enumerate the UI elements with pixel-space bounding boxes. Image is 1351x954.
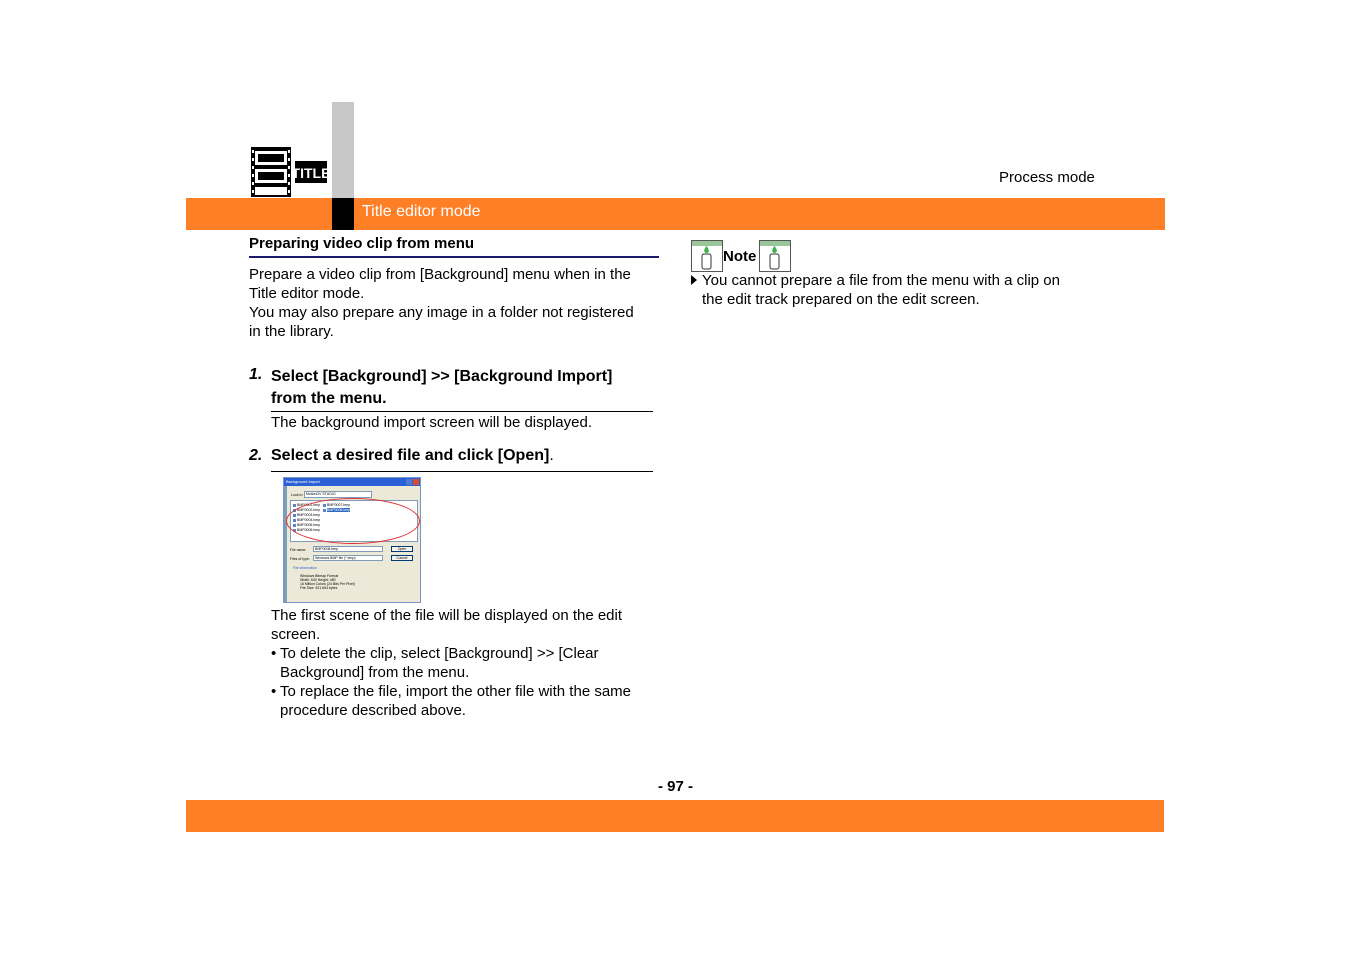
step-1-text xyxy=(271,366,661,410)
background-import-dialog-screenshot xyxy=(283,477,421,603)
footer-band xyxy=(186,800,1164,832)
result-line: screen. xyxy=(271,626,321,643)
dialog-places-strip xyxy=(284,486,287,602)
intro-paragraph xyxy=(249,265,669,341)
note-candle-icon-right xyxy=(760,241,791,272)
dialog-close-icon xyxy=(413,479,419,485)
topic-heading-rule xyxy=(249,256,659,258)
intro-line: Prepare a video clip from [Background] menu when in the xyxy=(249,266,631,283)
bullet-line: To delete the clip, select [Background] >> [Clear xyxy=(280,645,599,662)
file-name-label: File name: xyxy=(290,548,307,552)
file-item: BMP0002.bmp xyxy=(293,508,320,512)
header-black-tab xyxy=(332,198,354,230)
step-2-period: . xyxy=(549,447,554,464)
file-item: BMP0003.bmp xyxy=(293,513,320,517)
file-info-line: Width: 640 Height: 480 xyxy=(300,578,336,582)
topic-heading: Preparing video clip from menu xyxy=(249,235,475,252)
intro-line: in the library. xyxy=(249,323,334,340)
file-type-select: Windows BMP file (*.bmp) xyxy=(313,555,383,561)
result-line: The first scene of the file will be displayed on the edit xyxy=(271,607,623,624)
file-item-selected: BMP0008.bmp xyxy=(323,508,350,512)
section-title: Title editor mode xyxy=(362,203,481,220)
note-line: the edit track prepared on the edit screen. xyxy=(702,291,980,308)
result-description xyxy=(271,606,671,720)
intro-line: You may also prepare any image in a folder not registered xyxy=(249,304,634,321)
dialog-title: Background Import xyxy=(284,478,420,486)
note-line: You cannot prepare a file from the menu with a clip on xyxy=(702,272,1060,289)
note-arrow-icon xyxy=(691,275,697,285)
intro-line: Title editor mode. xyxy=(249,285,365,302)
look-in-label: Look in: xyxy=(291,493,304,497)
open-button: Open xyxy=(391,546,413,552)
file-item: BMP0001.bmp xyxy=(293,503,320,507)
process-mode-label: Process mode xyxy=(999,169,1095,186)
bullet-line: To replace the file, import the other file with the same xyxy=(280,683,632,700)
file-item: BMP0004.bmp xyxy=(293,518,320,522)
file-item: BMP0005.bmp xyxy=(293,523,320,527)
step-1-line: from the menu. xyxy=(271,390,387,407)
file-information-title: File information xyxy=(293,566,317,570)
bullet-dot: • xyxy=(271,683,277,700)
bullet-dot: • xyxy=(271,645,277,662)
file-item: BMP0006.bmp xyxy=(293,528,320,532)
logo-text: TITLE xyxy=(291,165,330,181)
bullet-line: procedure described above. xyxy=(280,702,466,719)
file-info-line: 16 Million Colors (24 Bits Per Pixel) xyxy=(300,582,355,586)
file-type-label: Files of type: xyxy=(290,557,310,561)
file-info-line: Windows Bitmap Format xyxy=(300,574,339,578)
step-2-rule xyxy=(271,471,653,472)
step-2-number: 2. xyxy=(249,447,263,464)
bullet-item xyxy=(271,682,671,720)
note-text xyxy=(691,271,1101,309)
note-label: Note xyxy=(723,248,757,265)
step-1-number: 1. xyxy=(249,366,263,383)
cancel-button: Cancel xyxy=(391,555,413,561)
bullet-item xyxy=(271,644,671,682)
note-candle-icon-left xyxy=(692,241,723,272)
look-in-select: MotionDV STUDIO xyxy=(304,491,372,498)
file-info-line: File Size: 921,654 bytes xyxy=(300,586,338,590)
highlight-oval xyxy=(286,498,420,544)
bullet-line: Background] from the menu. xyxy=(280,664,470,681)
dialog-help-icon xyxy=(406,479,412,485)
file-name-field: BMP0008.bmp xyxy=(313,546,383,552)
step-1-line: Select [Background] >> [Background Import] xyxy=(271,368,613,385)
title-mode-logo xyxy=(250,146,330,203)
step-2-bold: Select a desired file and click [Open] xyxy=(271,447,550,464)
page-number: - 97 - xyxy=(657,778,693,795)
file-item: BMP0007.bmp xyxy=(323,503,350,507)
step-1-description: The background import screen will be displayed. xyxy=(271,414,592,431)
step-2-text xyxy=(271,447,554,465)
header-gray-bar xyxy=(332,102,354,198)
step-1-rule xyxy=(271,411,653,412)
